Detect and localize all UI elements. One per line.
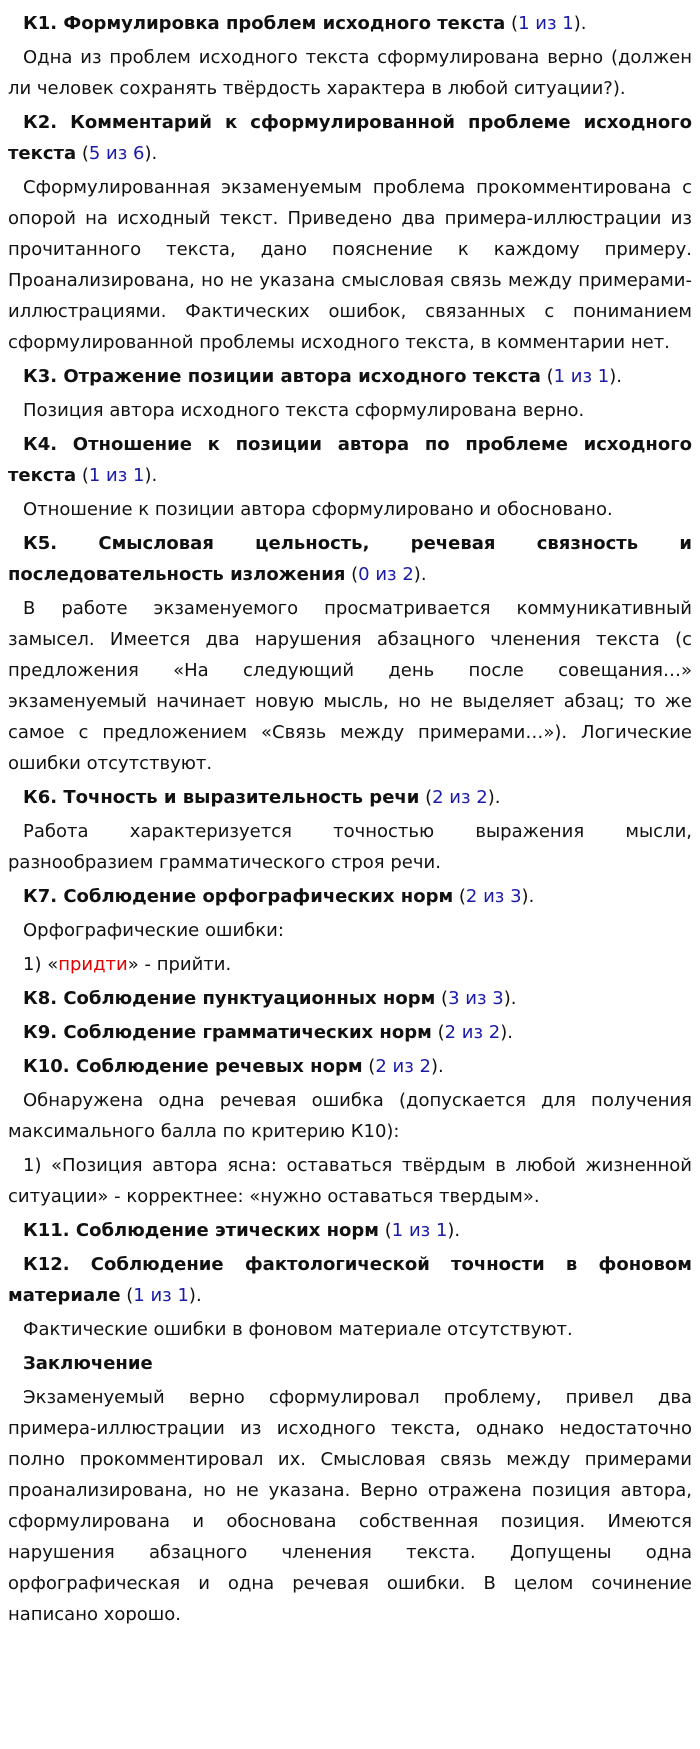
criterion-k12-heading: К12. Соблюдение фактологической точности в фоновом материале (1 из 1).: [8, 1254, 692, 1306]
conclusion-heading: [8, 1348, 692, 1379]
criterion-k3-heading: К3. Отражение позиции автора исходного текста (1 из 1).: [23, 366, 622, 387]
spelling-error-item: [8, 949, 692, 980]
criterion-k5-heading: К5. Смысловая цельность, речевая связность и последовательность изложения (0 из 2).: [8, 533, 692, 585]
criterion-k7-heading: К7. Соблюдение орфографических норм (2 из 3).: [23, 886, 535, 907]
criterion-k11-heading: К11. Соблюдение этических норм (1 из 1).: [23, 1220, 461, 1241]
misspelled-word: придти: [58, 954, 128, 975]
criterion-k6-comment: Работа характеризуется точностью выражения мысли, разнообразием грамматического строя речи.: [8, 821, 692, 873]
criterion-title: К4. Отношение к позиции автора по проблеме исходного текста: [8, 434, 692, 486]
criterion-title: К10. Соблюдение речевых норм: [23, 1056, 363, 1077]
criterion-k1-comment: Одна из проблем исходного текста сформулирована верно (должен ли человек сохранять твёрдость характера в любой ситуации?).: [8, 47, 692, 99]
criterion-title: К8. Соблюдение пунктуационных норм: [23, 988, 436, 1009]
criterion-title: К3. Отражение позиции автора исходного текста: [23, 366, 541, 387]
criterion-score: 5 из 6: [88, 143, 145, 164]
criterion-score: 3 из 3: [448, 988, 504, 1009]
criterion-score: 1 из 1: [391, 1220, 448, 1241]
criterion-title: К7. Соблюдение орфографических норм: [23, 886, 454, 907]
criterion-k5-comment: В работе экзаменуемого просматривается коммуникативный замысел. Имеется два нарушения абзацного членения текста (с предложения «На следующий день после совещания…» экзаменуемый начинает новую мысль, но не выделяет абзац; то же самое с предложением «Связь между примерами…»). Логические ошибки отсутствуют.: [8, 598, 692, 774]
criterion-score: 1 из 1: [553, 366, 610, 387]
criterion-k8-heading: К8. Соблюдение пунктуационных норм (3 из 3).: [23, 988, 517, 1009]
error-suffix: » - прийти.: [127, 954, 232, 975]
criterion-score: 2 из 2: [432, 787, 488, 808]
criterion-k1-heading: К1. Формулировка проблем исходного текста (1 из 1).: [23, 13, 587, 34]
criterion-k2-comment: Сформулированная экзаменуемым проблема прокомментирована с опорой на исходный текст. Приведено два примера-иллюстрации из прочитанного текста, дано пояснение к каждому примеру. Проанализирована, но не указана смысловая связь между примерами-иллюстрациями. Фактических ошибок, связанных с пониманием сформулированной проблемы исходного текста, в комментарии нет.: [8, 177, 692, 353]
error-prefix: 1) «: [23, 954, 59, 975]
criterion-k2-heading: К2. Комментарий к сформулированной проблеме исходного текста (5 из 6).: [8, 112, 692, 164]
criterion-title: К5. Смысловая цельность, речевая связность и последовательность изложения: [8, 533, 692, 585]
criterion-score: 2 из 2: [444, 1022, 501, 1043]
criterion-k10-heading: К10. Соблюдение речевых норм (2 из 2).: [23, 1056, 444, 1077]
criterion-title: К2. Комментарий к сформулированной проблеме исходного текста: [8, 112, 692, 164]
criterion-title: К9. Соблюдение грамматических норм: [23, 1022, 432, 1043]
criterion-score: 1 из 1: [518, 13, 574, 34]
criterion-title: К12. Соблюдение фактологической точности в фоновом материале: [8, 1254, 692, 1306]
criterion-title: К11. Соблюдение этических норм: [23, 1220, 380, 1241]
criterion-score: 2 из 3: [465, 886, 522, 907]
criterion-title: К1. Формулировка проблем исходного текста: [23, 13, 506, 34]
criterion-k12-comment: Фактические ошибки в фоновом материале отсутствуют.: [23, 1319, 573, 1340]
criterion-k3-comment: Позиция автора исходного текста сформулирована верно.: [23, 400, 585, 421]
criterion-k10-comment: Обнаружена одна речевая ошибка (допускается для получения максимального балла по критерию К10):: [8, 1090, 692, 1142]
criterion-k4-comment: Отношение к позиции автора сформулировано и обосновано.: [23, 499, 613, 520]
criterion-score: 0 из 2: [358, 564, 414, 585]
criterion-k9-heading: К9. Соблюдение грамматических норм (2 из 2).: [23, 1022, 513, 1043]
criterion-score: 1 из 1: [133, 1285, 189, 1306]
conclusion-title: Заключение: [23, 1353, 153, 1374]
criterion-k7-comment: Орфографические ошибки:: [23, 920, 284, 941]
criterion-score: 1 из 1: [88, 465, 145, 486]
criterion-k6-heading: К6. Точность и выразительность речи (2 из 2).: [23, 787, 501, 808]
criterion-title: К6. Точность и выразительность речи: [23, 787, 420, 808]
criterion-score: 2 из 2: [375, 1056, 431, 1077]
conclusion-text: Экзаменуемый верно сформулировал проблему, привел два примера-иллюстрации из исходного текста, однако недостаточно полно прокомментировал их. Смысловая связь между примерами проанализирована, но не указана. Верно отражена позиция автора, сформулирована и обоснована собственная позиция. Имеются нарушения абзацного членения текста. Допущены одна орфографическая и одна речевая ошибки. В целом сочинение написано хорошо.: [8, 1387, 692, 1625]
speech-error-item: 1) «Позиция автора ясна: оставаться твёрдым в любой жизненной ситуации» - корректнее: «нужно оставаться твердым».: [8, 1155, 692, 1207]
criterion-k4-heading: К4. Отношение к позиции автора по проблеме исходного текста (1 из 1).: [8, 434, 692, 486]
assessment-document: [8, 8, 692, 1633]
